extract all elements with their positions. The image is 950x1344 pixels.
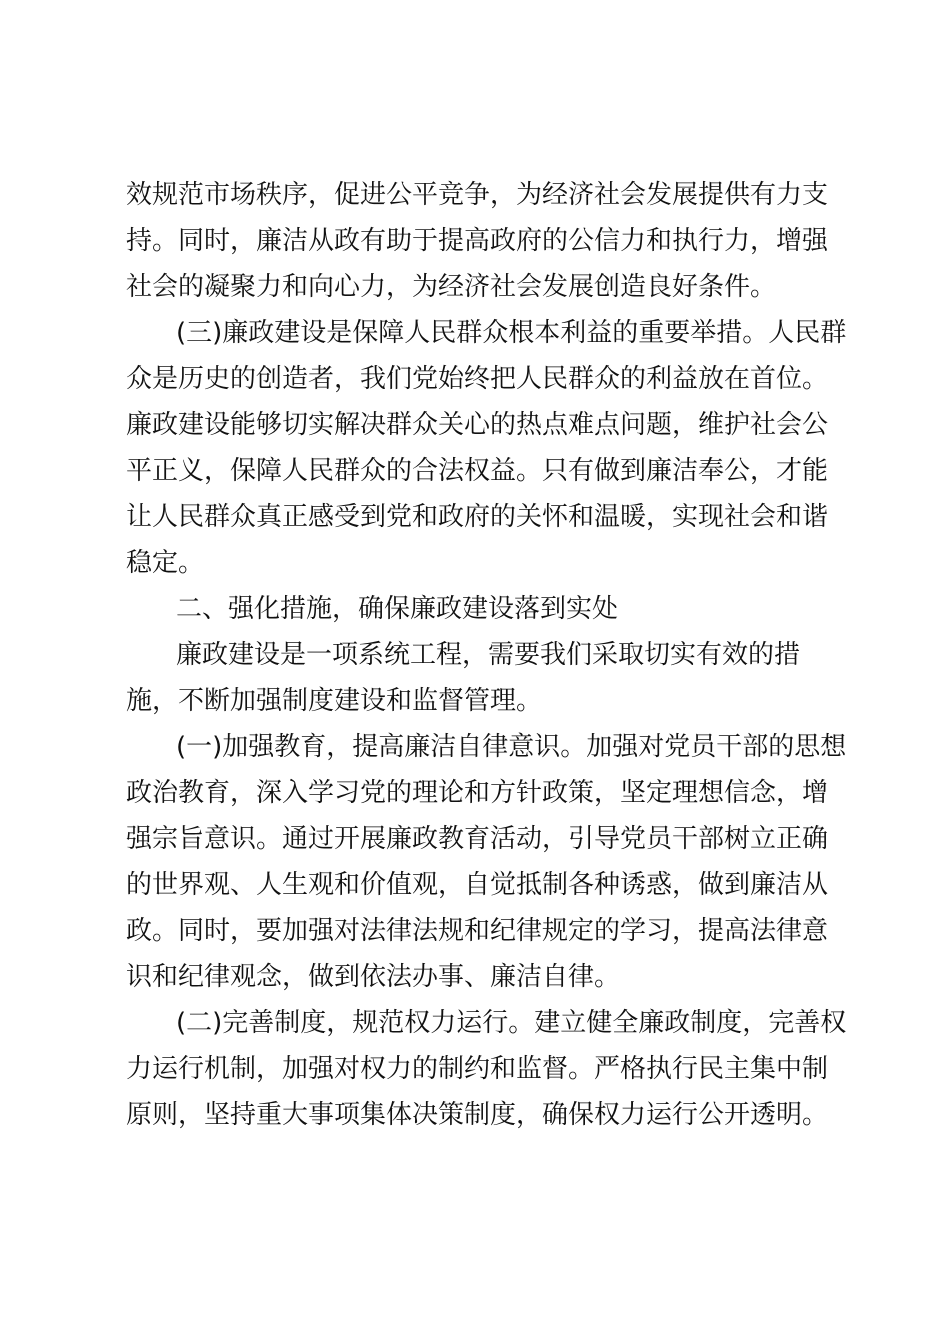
section-3-first-line: (三)廉政建设是保障人民群众根本利益的重要举措。人民群 bbox=[176, 318, 847, 348]
document-body bbox=[126, 172, 847, 1138]
text-line-12: 施，不断加强制度建设和监督管理。 bbox=[126, 686, 543, 716]
subsection-2-first-line: (二)完善制度，规范权力运行。建立健全廉政制度，完善权 bbox=[176, 1008, 847, 1038]
text-line-16: 的世界观、人生观和价值观，自觉抵制各种诱惑，做到廉洁从 bbox=[126, 870, 829, 900]
text-line-15: 强宗旨意识。通过开展廉政教育活动，引导党员干部树立正确 bbox=[126, 824, 829, 854]
text-line-2: 持。同时，廉洁从政有助于提高政府的公信力和执行力，增强 bbox=[126, 226, 829, 256]
intro-paragraph-first-line: 廉政建设是一项系统工程，需要我们采取切实有效的措 bbox=[176, 640, 801, 670]
text-line-17: 政。同时，要加强对法律法规和纪律规定的学习，提高法律意 bbox=[126, 916, 829, 946]
text-line-20: 力运行机制，加强对权力的制约和监督。严格执行民主集中制 bbox=[126, 1054, 829, 1084]
text-line-21: 原则，坚持重大事项集体决策制度，确保权力运行公开透明。 bbox=[126, 1100, 829, 1130]
text-line-9: 稳定。 bbox=[126, 548, 205, 578]
text-line-3: 社会的凝聚力和向心力，为经济社会发展创造良好条件。 bbox=[126, 272, 777, 302]
text-line-8: 让人民群众真正感受到党和政府的关怀和温暖，实现社会和谐 bbox=[126, 502, 829, 532]
section-heading-two: 二、强化措施，确保廉政建设落到实处 bbox=[176, 594, 619, 624]
text-line-6: 廉政建设能够切实解决群众关心的热点难点问题，维护社会公 bbox=[126, 410, 829, 440]
text-line-18: 识和纪律观念，做到依法办事、廉洁自律。 bbox=[126, 962, 621, 992]
text-line-5: 众是历史的创造者，我们党始终把人民群众的利益放在首位。 bbox=[126, 364, 829, 394]
subsection-1-first-line: (一)加强教育，提高廉洁自律意识。加强对党员干部的思想 bbox=[176, 732, 847, 762]
text-line-7: 平正义，保障人民群众的合法权益。只有做到廉洁奉公，才能 bbox=[126, 456, 829, 486]
text-line-14: 政治教育，深入学习党的理论和方针政策，坚定理想信念，增 bbox=[126, 778, 829, 808]
text-line-1: 效规范市场秩序，促进公平竞争，为经济社会发展提供有力支 bbox=[126, 180, 829, 210]
